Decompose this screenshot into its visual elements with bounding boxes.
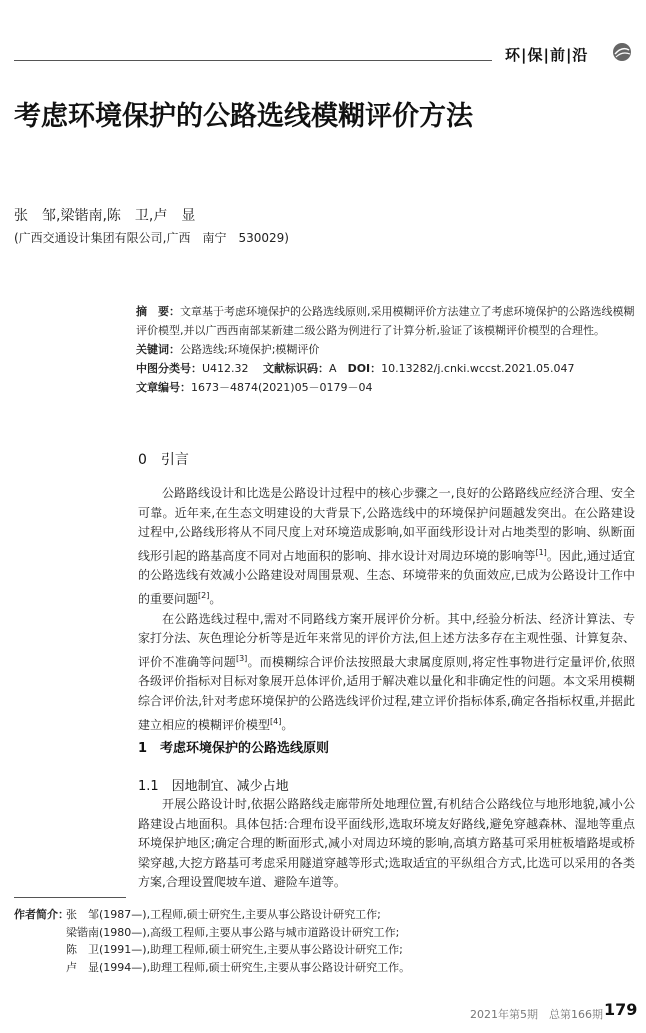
article-number [136,378,636,397]
abstract-text: 文章基于考虑环境保护的公路选线原则,采用模糊评价方法建立了考虑环境保护的公路选线模糊评价模型,并以广西西南部某新建二级公路为例进行了计算分析,验证了该模糊评价模型的合理性。 [136,305,635,337]
section-1-1-title: 1.1 因地制宜、减少占地 [138,779,289,794]
author-note-row [14,959,410,977]
paragraph-text: 。因此,通过适宜的公路选线有效减小公路建设对周围景观、生态、环境带来的负面效应,已成为公路设计工作中的重要问题 [138,548,635,606]
header-rule [14,60,492,61]
keywords-text: 公路选线;环境保护;模糊评价 [180,343,320,356]
paragraph [138,484,635,610]
abstract [136,302,636,340]
paragraph-text: 。 [281,717,294,732]
author-note: 卢 显(1994—),助理工程师,硕士研究生,主要从事公路设计研究工作。 [66,960,411,974]
page-number: 179 [604,1000,638,1019]
paragraph-text: 。 [209,591,222,606]
section-0-title: 0 引言 [138,452,189,468]
keywords [136,340,636,359]
citation-ref: [4] [270,716,282,726]
author-notes-label: 作者简介： [14,908,69,921]
authors: 张 邹,梁锴南,陈 卫,卢 显 [14,208,196,224]
abstract-block [136,302,636,397]
author-notes [14,906,410,976]
doi-label: DOI： [347,362,382,375]
clc-value: U412.32 [202,362,249,375]
doi-value: 10.13282/j.cnki.wccst.2021.05.047 [381,362,575,375]
article-no-label: 文章编号： [136,381,191,394]
citation-ref: [2] [198,590,210,600]
doc-code-value: A [329,362,337,375]
keywords-label: 关键词： [136,343,180,356]
author-note-row [14,941,410,959]
article-no-value: 1673－4874(2021)05－0179－04 [191,381,373,394]
clc-label: 中图分类号： [136,362,202,375]
author-note: 张 邹(1987—),工程师,硕士研究生,主要从事公路设计研究工作; [66,908,381,921]
footnote-rule [14,897,126,898]
affiliation: (广西交通设计集团有限公司,广西 南宁 530029) [14,231,289,245]
author-note-row [14,906,410,924]
section-header: 环|保|前|沿 [505,46,589,64]
citation-ref: [3] [235,653,248,663]
section-1-title: 1 考虑环境保护的公路选线原则 [138,741,330,756]
article-title: 考虑环境保护的公路选线模糊评价方法 [14,101,473,132]
doc-code-label: 文献标识码： [263,362,330,375]
paragraph: 开展公路设计时,依据公路路线走廊带所处地理位置,有机结合公路线位与地形地貌,减小公路建设占地面积。具体包括:合理布设平面线形,选取环境友好路线,避免穿越森林、湿地等重点环境保护地区;确定合理的断面形式,减小对周边环境的影响,高填方路基可采用桩板墙路堤或桥梁穿越,大挖方路基可考虑采用隧道穿越等形式;选取适宜的平纵组合方式,比选可以采用的各类方案,合理设置爬坡车道、避险车道等。 [138,797,635,890]
citation-ref: [1] [535,547,547,557]
paragraph-text: 。而模糊综合评价法按照最大隶属度原则,将定性事物进行定量评价,依照各级评价指标对目标对象展开总体评价,适用于解决难以量化和非确定性的问题。本文采用模糊综合评价法,针对考虑环境保护的公路选线评价过程,建立评价指标体系,确定各指标权重,并据此建立相应的模糊评价模型 [138,654,635,732]
classification [136,359,636,378]
paragraph-text: 在公路选线过程中,需对不同路线方案开展评价分析。其中,经验分析法、经济计算法、专家打分法、灰色理论分析等是近年来常见的评价方法,但上述方法多存在主观性强、计算复杂、评价不准确等问题 [138,611,635,669]
issue-info: 2021年第5期 总第166期 [470,1008,603,1021]
section-1-1-body [138,795,635,893]
paragraph [138,610,635,736]
section-0-body [138,484,635,735]
paragraph-text: 公路路线设计和比选是公路设计过程中的核心步骤之一,良好的公路路线应经济合理、安全可靠。近年来,在生态文明建设的大背景下,公路选线中的环境保护问题越发突出。在公路建设过程中,公路线形将从不同尺度上对环境造成影响,如平面线形设计对占地类型的影响、纵断面线形引起的路基高度不同对占地面积的影响、排水设计对周边环境的影响等 [138,486,635,563]
abstract-label: 摘 要： [136,305,180,318]
earth-logo-icon [612,42,632,62]
author-note-row [14,924,410,942]
author-note: 陈 卫(1991—),助理工程师,硕士研究生,主要从事公路设计研究工作; [66,943,403,956]
author-note: 梁锴南(1980—),高级工程师,主要从事公路与城市道路设计研究工作; [66,925,400,939]
